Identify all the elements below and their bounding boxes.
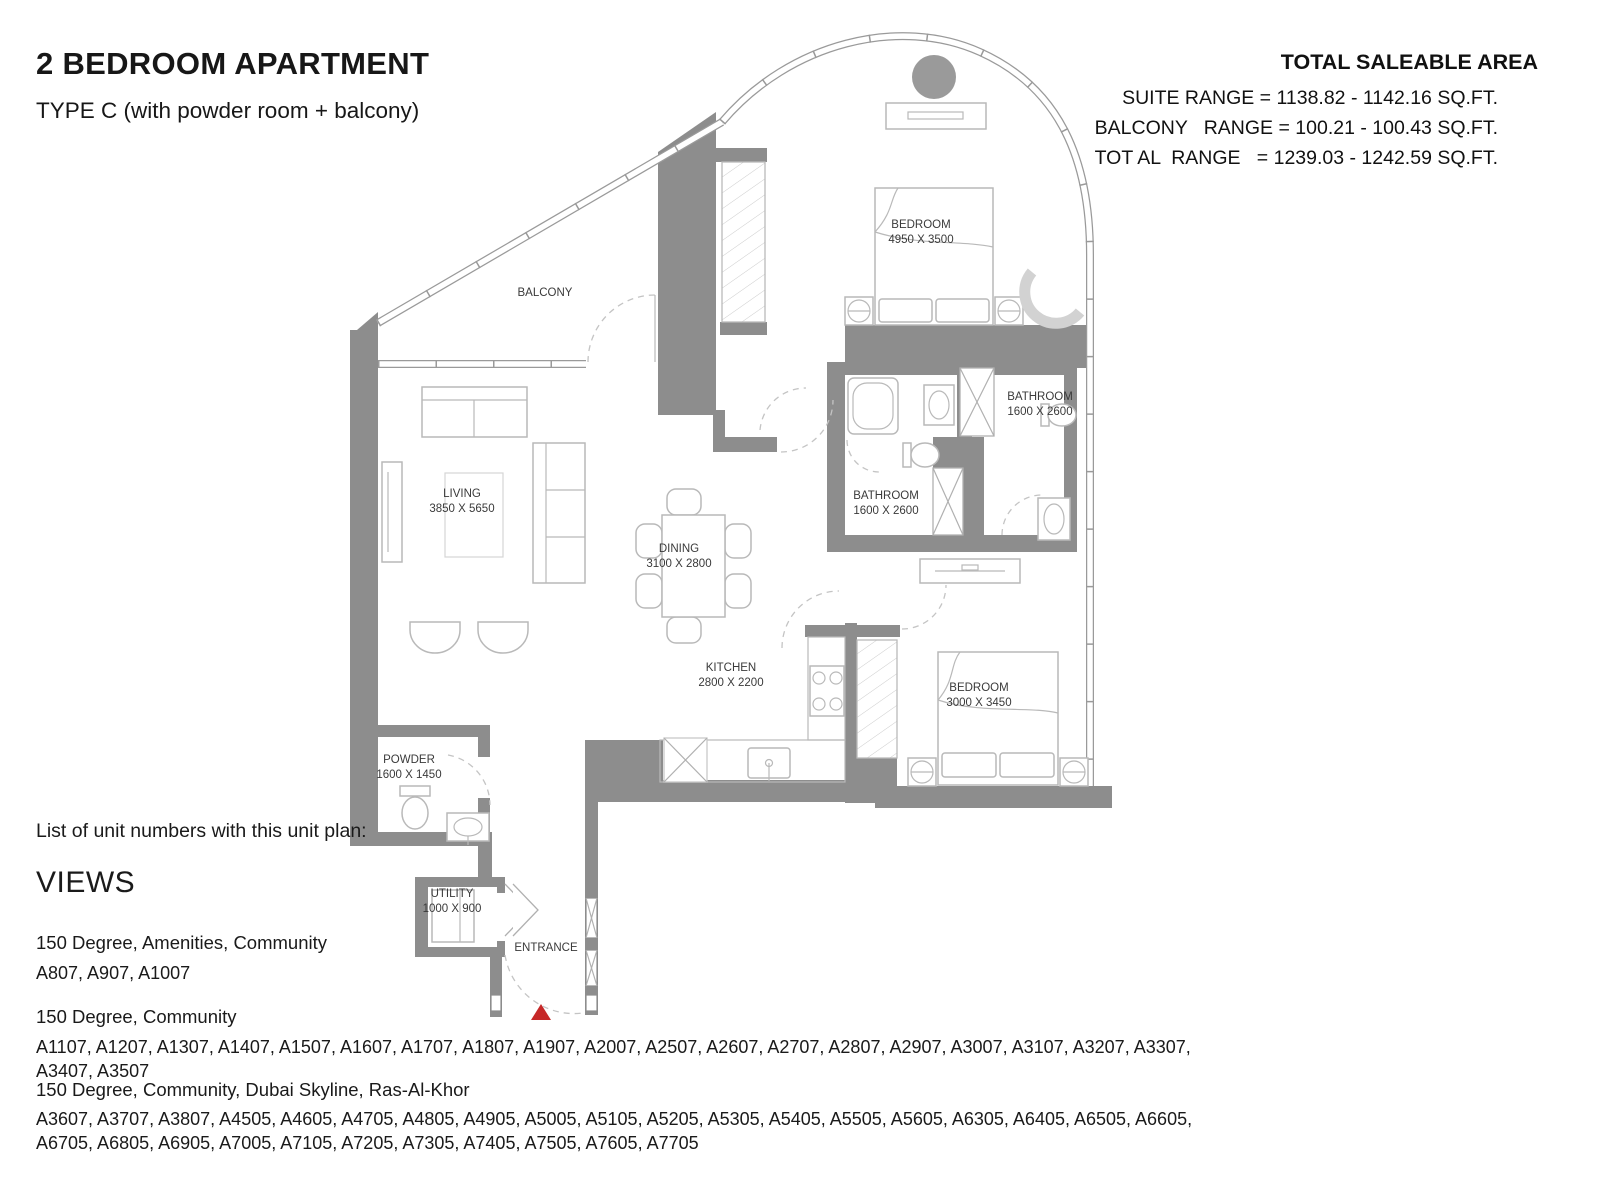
rug [445,473,503,557]
total-range-line: TOT AL RANGE = 1239.03 - 1242.59 SQ.FT. [1094,147,1498,169]
bathtub-icon [848,378,898,434]
room-dims-bedroom1: 4950 X 3500 [888,234,954,246]
room-dims-bathroom-bottom: 1600 X 2600 [853,505,919,517]
wardrobe [857,640,897,758]
room-label-bathroom-bottom: BATHROOM [853,490,919,502]
dishwasher-icon [664,738,707,782]
armchair [1025,272,1080,323]
tv-unit [382,462,402,562]
view-group-2-units: A1107, A1207, A1307, A1407, A1507, A1607, A1707, A1807, A1907, A2007, A2507, A2607, A2707, A2807, A2907, A3007, A3107, A3207, A3307, A3407, A3507 [36,1037,1191,1081]
room-dims-kitchen: 2800 X 2200 [698,677,764,689]
room-label-bedroom1: BEDROOM [891,219,951,231]
sink-icon [924,385,954,425]
bed [938,652,1058,785]
stove-icon [810,666,844,716]
room-dims-powder: 1600 X 1450 [376,769,442,781]
room-dims-bathroom-top: 1600 X 2600 [1007,406,1073,418]
door-jamb [586,995,597,1011]
unit-list-intro: List of unit numbers with this unit plan: [36,820,367,842]
bed [875,188,993,325]
sofa [533,443,585,583]
view-group-2-label: 150 Degree, Community [36,1006,237,1027]
toilet-icon [400,786,430,829]
door-jamb [586,898,597,938]
room-label-utility: UTILITY [430,888,474,900]
view-group-3-label: 150 Degree, Community, Dubai Skyline, Ras-Al-Khor [36,1079,470,1100]
entrance-marker-icon [531,1004,551,1020]
sink-icon [748,748,790,781]
room-dims-utility: 1000 X 900 [422,903,482,915]
room-dims-dining: 3100 X 2800 [646,558,712,570]
page-subtitle: TYPE C (with powder room + balcony) [36,98,420,123]
dresser [920,559,1020,583]
room-label-living: LIVING [443,488,481,500]
room-dims-bedroom2: 3000 X 3450 [946,697,1012,709]
nightstand [845,297,873,325]
sink-icon [447,813,489,845]
shower-icon [933,468,963,535]
nightstand [1060,758,1088,786]
page-title: 2 BEDROOM APARTMENT [36,46,430,81]
toilet-icon [903,443,939,467]
views-heading: VIEWS [36,866,136,899]
armchair [410,622,460,653]
sink-icon [1038,498,1070,540]
view-group-3-units: A3607, A3707, A3807, A4505, A4605, A4705, A4805, A4905, A5005, A5105, A5205, A5305, A5405, A5505, A5605, A6305, A6405, A6505, A6605, A6705, A6805, A6905, A7005, A7105, A7205, A7305, A7405, A7505, A7605, A7705 [36,1109,1193,1153]
suite-range-line: SUITE RANGE = 1138.82 - 1142.16 SQ.FT. [1122,87,1498,109]
shower-icon [960,368,994,436]
room-dims-living: 3850 X 5650 [429,503,495,515]
column [912,55,956,99]
utility-door [505,884,538,936]
view-group-1-label: 150 Degree, Amenities, Community [36,932,327,953]
room-label-bathroom-top: BATHROOM [1007,391,1073,403]
dresser [886,103,986,129]
room-label-kitchen: KITCHEN [705,662,757,674]
label-balcony: BALCONY [517,287,573,299]
balcony-range-line: BALCONY RANGE = 100.21 - 100.43 SQ.FT. [1094,117,1498,139]
armchair [478,622,528,653]
sofa [422,387,527,437]
room-label-powder: POWDER [383,754,435,766]
nightstand [995,297,1023,325]
room-label-dining: DINING [658,543,700,555]
wardrobe [722,162,765,322]
area-summary-title: TOTAL SALEABLE AREA [1280,50,1538,74]
room-label-bedroom2: BEDROOM [949,682,1009,694]
label-entrance: ENTRANCE [514,942,578,954]
nightstand [908,758,936,786]
view-group-1-units: A807, A907, A1007 [36,963,191,983]
door-jamb [491,995,501,1011]
